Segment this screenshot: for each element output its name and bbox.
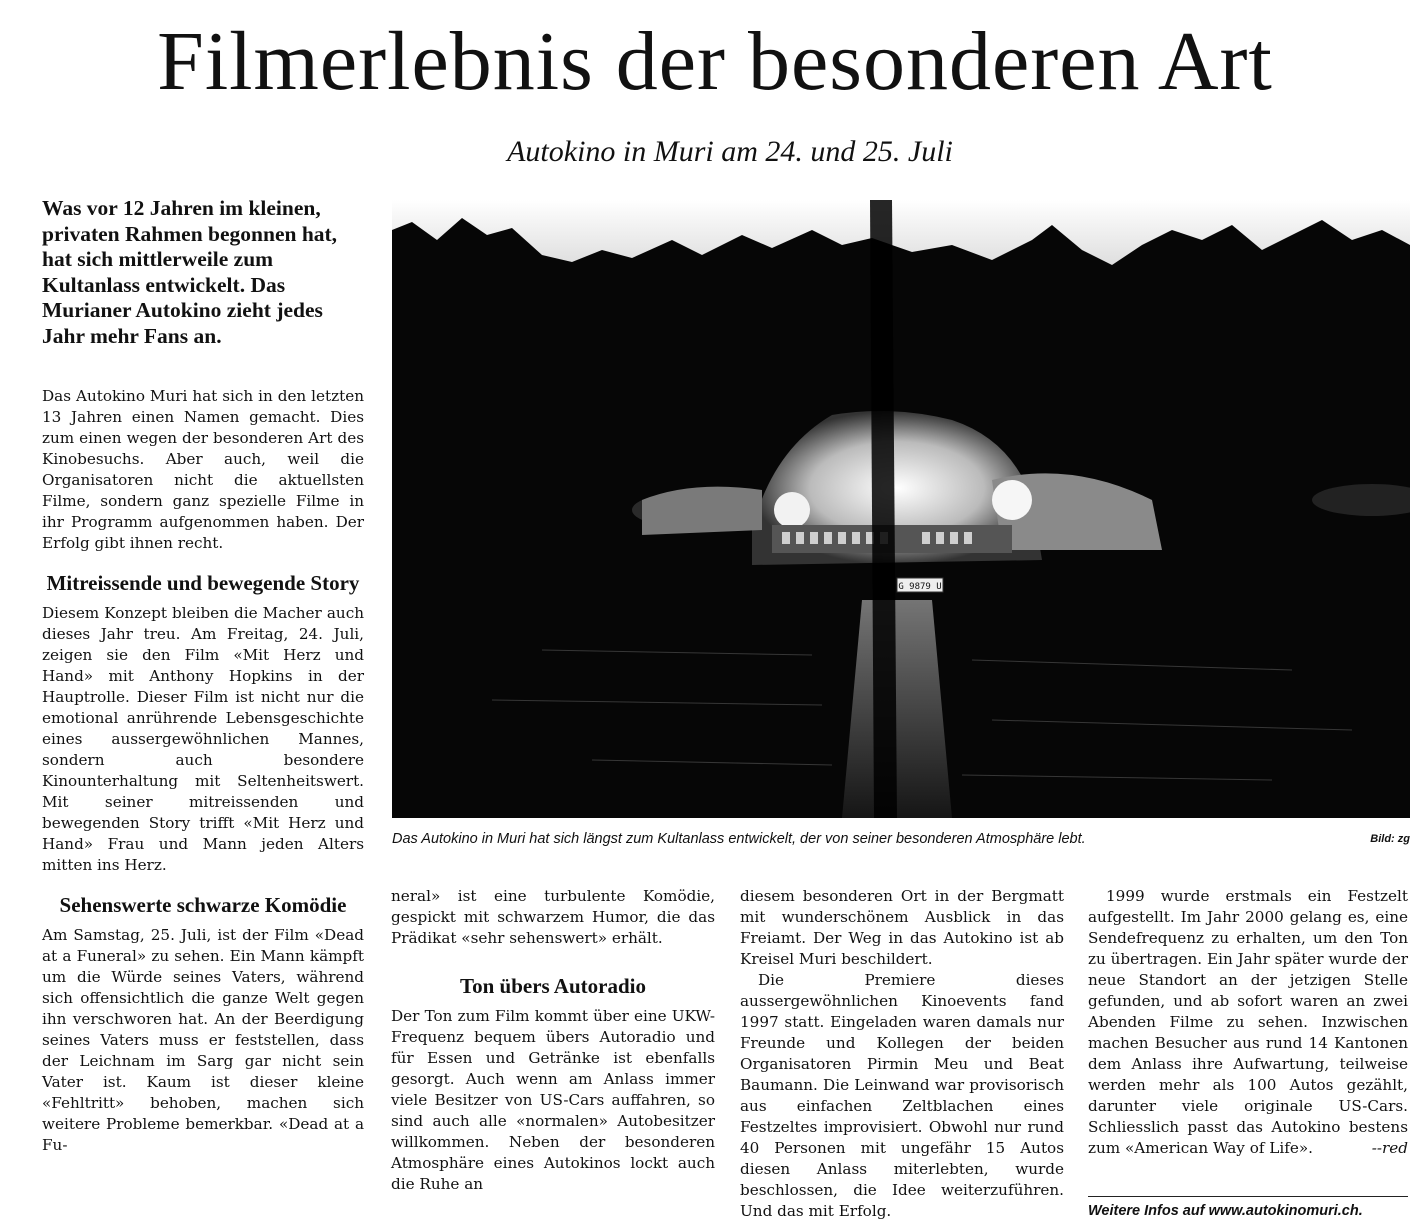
lead-paragraph: Was vor 12 Jahren im kleinen, privaten Rahmen begonnen hat, hat sich mittlerweile zum Kultanlass entwickelt. Das Murianer Autokino zieht jedes Jahr mehr Fans an.	[42, 196, 338, 348]
article-column-4	[1088, 886, 1408, 1159]
photo-illustration	[392, 200, 1410, 818]
license-plate-text: G 9879 U	[898, 582, 942, 592]
photo-credit: Bild: zg	[1370, 833, 1410, 845]
subheadline: Autokino in Muri am 24. und 25. Juli	[507, 135, 953, 168]
drive-in-photo	[392, 200, 1410, 818]
subheading: Sehenswerte schwarze Komödie	[59, 893, 347, 917]
paragraph: Das Autokino Muri hat sich in den letzten 13 Jahren einen Namen gemacht. Dies zum einen wegen der besonderen Art des Kinobesuchs. Aber auch, weil die Organisatoren nicht die aktuellsten Filme, sondern ganz spezielle Filme in ihr Programm aufgenommen haben. Der Erfolg gibt ihnen recht.	[42, 387, 364, 552]
paragraph	[1088, 886, 1408, 1159]
headline: Filmerlebnis der besonderen Art	[157, 15, 1273, 108]
paragraph-text: 1999 wurde erstmals ein Festzelt aufgestellt. Im Jahr 2000 gelang es, eine Sendefrequenz zu erhalten, um den Ton zu übertragen. Ein Jahr später wurde der neue Standort an der jetzigen Stelle gefunden, und ab sofort waren an zwei Abenden Filme zu sehen. Inzwischen machen Besucher aus rund 14 Kantonen dem Anlass ihre Aufwartung, teilweise werden mehr als 100 Autos gezählt, darunter viele originale US-Cars. Schliesslich passt das Autokino bestens zum «American Way of Life».	[1088, 887, 1408, 1157]
paragraph: neral» ist eine turbulente Komödie, gespickt mit schwarzem Humor, die das Prädikat «sehr sehenswert» erhält.	[391, 887, 715, 947]
article-column-2	[391, 886, 715, 1195]
footer-info: Weitere Infos auf www.autokinomuri.ch.	[1088, 1203, 1363, 1219]
subheading: Ton übers Autoradio	[460, 974, 646, 998]
paragraph: Der Ton zum Film kommt über eine UKW-Frequenz bequem übers Autoradio und für Essen und Getränke ist ebenfalls gesorgt. Auch wenn am Anlass immer viele Besitzer von US-Cars auffahren, so sind auch alle «normalen» Autobesitzer willkommen. Neben der besonderen Atmosphäre eines Autokinos lockt auch die Ruhe an	[391, 1007, 715, 1193]
paragraph: Am Samstag, 25. Juli, ist der Film «Dead at a Funeral» zu sehen. Ein Mann kämpft um die Würde seines Vaters, während sich offensichtlich die ganze Welt gegen ihn verschworen hat. An der Beerdigung seines Vaters muss er feststellen, dass der Leichnam im Sarg gar nicht sein Vater ist. Kaum ist dieser kleine «Fehltritt» behoben, machen sich weitere Probleme bemerkbar. «Dead at a Fu-	[42, 926, 364, 1154]
article-column-3	[740, 886, 1064, 1222]
author-signoff: --red	[1371, 1139, 1408, 1157]
subheading: Mitreissende und bewegende Story	[46, 571, 360, 595]
paragraph: Diesem Konzept bleiben die Macher auch dieses Jahr treu. Am Freitag, 24. Juli, zeigen sie den Film «Mit Herz und Hand» mit Anthony Hopkins in der Hauptrolle. Dieser Film ist nicht nur die emotional anrührende Lebensgeschichte eines aussergewöhnlichen Mannes, sondern auch besondere Kinounterhaltung mit Seltenheitswert. Mit seiner mitreissenden und bewegenden Story trifft «Mit Herz und Hand» Frau und Mann jeden Alters mitten ins Herz.	[42, 604, 364, 874]
caption-text: Das Autokino in Muri hat sich längst zum Kultanlass entwickelt, der von seiner besonderen Atmosphäre lebt.	[392, 831, 1086, 847]
footer-divider	[1088, 1196, 1408, 1197]
paragraph: Die Premiere dieses aussergewöhnlichen Kinoevents fand 1997 statt. Eingeladen waren damals nur Freunde und Kollegen der beiden Organisatoren Pirmin Meu und Beat Baumann. Die Leinwand war provisorisch aus einfachen Zeltblachen eines Festzeltes improvisiert. Obwohl nur rund 40 Personen mit ungefähr 15 Autos diesen Anlass miterlebten, wurde beschlossen, die Idee weiterzuführen. Und das mit Erfolg.	[740, 971, 1064, 1220]
photo-caption	[392, 828, 1410, 850]
article-column-1	[42, 386, 364, 1156]
paragraph: diesem besonderen Ort in der Bergmatt mit wunderschönem Ausblick in das Freiamt. Der Weg in das Autokino ist ab Kreisel Muri beschildert.	[740, 887, 1064, 968]
